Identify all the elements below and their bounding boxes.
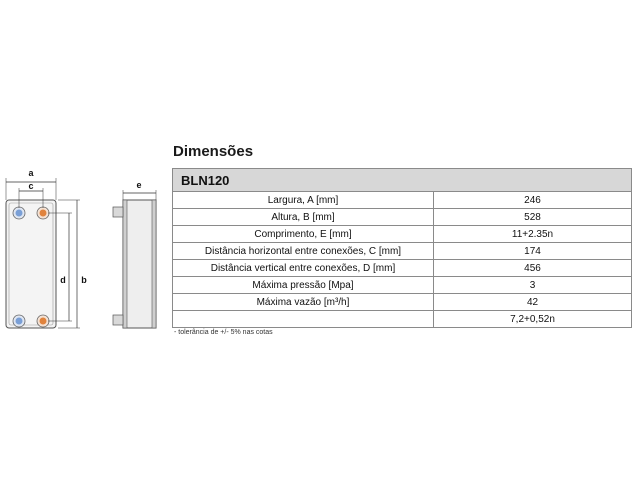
- table-row: [173, 226, 632, 243]
- dim-b-label: b: [81, 275, 87, 285]
- row-value: 528: [434, 209, 632, 226]
- row-label: [173, 311, 434, 328]
- row-value: 174: [434, 243, 632, 260]
- front-view: [6, 200, 56, 328]
- table-row: [173, 294, 632, 311]
- table-row: [173, 243, 632, 260]
- model-name: BLN120: [173, 169, 632, 192]
- table-row: [173, 192, 632, 209]
- dim-d-label: d: [60, 275, 66, 285]
- row-label: Distância vertical entre conexões, D [mm]: [173, 260, 434, 277]
- table-row: [173, 311, 632, 328]
- row-value: 7,2+0,52n: [434, 311, 632, 328]
- dimensions-table: [172, 168, 632, 328]
- row-label: Distância horizontal entre conexões, C [mm]: [173, 243, 434, 260]
- side-view: [113, 200, 156, 328]
- row-value: 3: [434, 277, 632, 294]
- dim-e-label: e: [136, 180, 142, 190]
- row-value: 246: [434, 192, 632, 209]
- section-title: Dimensões: [173, 143, 254, 160]
- row-value: 456: [434, 260, 632, 277]
- table-row: [173, 209, 632, 226]
- row-value: 42: [434, 294, 632, 311]
- table-header-row: [173, 169, 632, 192]
- dim-c-label: c: [28, 181, 34, 191]
- row-label: Máxima vazão [m³/h]: [173, 294, 434, 311]
- row-label: Altura, B [mm]: [173, 209, 434, 226]
- dim-a-label: a: [28, 168, 34, 178]
- row-label: Largura, A [mm]: [173, 192, 434, 209]
- table-row: [173, 277, 632, 294]
- tolerance-note: - tolerância de +/- 5% nas cotas: [174, 329, 273, 336]
- heat-exchanger-diagram: [0, 160, 170, 350]
- row-value: 11+2.35n: [434, 226, 632, 243]
- table-row: [173, 260, 632, 277]
- row-label: Máxima pressão [Mpa]: [173, 277, 434, 294]
- row-label: Comprimento, E [mm]: [173, 226, 434, 243]
